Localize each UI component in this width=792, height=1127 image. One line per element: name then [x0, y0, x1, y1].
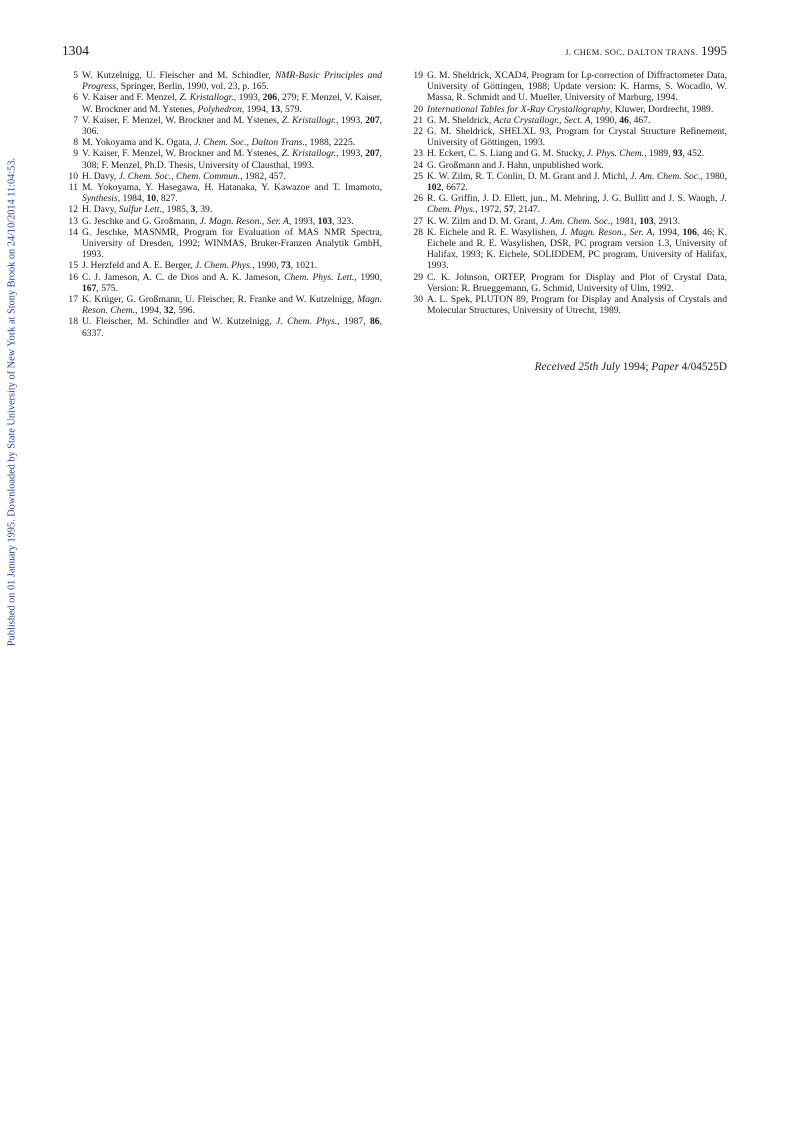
reference-text [427, 160, 727, 171]
reference-segment: , 827. [156, 193, 178, 205]
received-line: Received 25th July 1994; Paper 4/04525D [534, 361, 727, 373]
reference-segment: H. Davy, [82, 204, 119, 216]
reference-segment: A. L. Spek, PLUTON 89, Program for Display and Analysis of Crystals and Molecular Structures, University of Utrecht, 1989. [427, 294, 727, 317]
reference-segment: V. Kaiser, F. Menzel, W. Brockner and M. Ystenes, [82, 148, 282, 160]
reference-number: 16 [68, 271, 78, 283]
reference-segment: Z. Kristallogr. [281, 114, 337, 126]
reference-segment: , 1981, [610, 215, 640, 227]
reference-segment: , 306. [82, 114, 383, 138]
reference-segment: Z. Kristallogr. [281, 148, 337, 160]
reference-item [407, 104, 727, 115]
reference-item [407, 70, 727, 104]
reference-text [427, 171, 727, 193]
reference-segment: G. M. Sheldrick, [427, 114, 494, 126]
reference-segment: , 579. [280, 103, 302, 115]
reference-segment: 93 [672, 148, 683, 160]
reference-segment: 13 [270, 103, 281, 115]
reference-item [407, 126, 727, 148]
reference-number: 10 [68, 170, 78, 182]
reference-segment: , 1985, [161, 204, 191, 216]
reference-item [62, 216, 382, 227]
reference-segment: , 1993, [233, 92, 263, 104]
reference-segment: , 1993, [336, 148, 366, 160]
download-watermark [0, 0, 24, 1127]
reference-segment: H. Eckert, C. S. Liang and G. M. Stucky, [427, 148, 587, 160]
reference-segment: Sulfur Lett. [118, 204, 162, 216]
reference-segment: , 1988, 2225. [304, 137, 356, 149]
reference-text [427, 126, 727, 148]
reference-number: 22 [413, 126, 423, 138]
reference-segment: , 1994, [652, 226, 683, 238]
reference-segment: G. M. Sheldrick, XCAD4, Program for Lp-correction of Diffractometer Data, University of Göttingen, 1988; Update version: K. Harms, S. Wocadlo, W. Massa, R. Schmidt and U. Mueller, University of Marburg, 1994. [427, 70, 727, 104]
reference-segment: , 2147. [513, 204, 540, 216]
reference-segment: U. Fleischer, M. Schindler and W. Kutzelnigg, [82, 316, 277, 328]
reference-segment: Z. Kristallogr. [179, 92, 234, 104]
reference-number: 8 [73, 137, 78, 149]
reference-segment: K. W. Zilm and D. M. Grant, [427, 215, 541, 227]
reference-number: 11 [68, 182, 78, 194]
reference-item [62, 260, 382, 271]
reference-segment: , 1990, [590, 114, 620, 126]
references-right-column [407, 70, 727, 316]
reference-segment: M. Yokoyama, Y. Hasegawa, H. Hatanaka, Y. Kawazoe and T. Imamoto, [82, 182, 382, 194]
reference-text [82, 227, 382, 261]
reference-segment: , 1980, [700, 170, 727, 182]
reference-number: 15 [68, 260, 78, 272]
reference-text [82, 115, 382, 137]
journal-name: J. CHEM. SOC. DALTON TRANS. [565, 47, 698, 57]
reference-segment: , 1993, [336, 114, 366, 126]
reference-text [82, 182, 382, 204]
reference-text [427, 115, 727, 126]
reference-segment: 103 [639, 215, 654, 227]
reference-segment: G. Jeschke, MASNMR, Program for Evaluation of MAS NMR Spectra, University of Dresden, 1992; WINMAS, Bruker-Franzen Analytik GmbH, 1993. [82, 226, 382, 261]
reference-number: 23 [413, 148, 423, 160]
running-head [565, 43, 727, 59]
reference-segment: J. Chem. Soc., Chem. Commun. [118, 170, 241, 182]
reference-segment: R. G. Griffin, J. D. Ellett, jun., M. Mehring, J. G. Bullitt and J. S. Waugh, [427, 193, 721, 205]
reference-text [82, 316, 382, 338]
reference-segment: 167 [82, 282, 97, 294]
reference-segment: 3 [190, 204, 196, 216]
reference-segment: , 1994, [241, 103, 271, 115]
reference-segment: , 575. [96, 282, 118, 294]
reference-segment: , 6672. [441, 182, 468, 194]
reference-item [62, 148, 382, 170]
paper-id: 4/04525D [681, 361, 727, 373]
references-left-column [62, 70, 382, 339]
reference-segment: , 1982, 457. [240, 170, 286, 182]
reference-text [82, 70, 382, 92]
reference-segment: , 279; F. Menzel, V. Kaiser, W. Brockner and M. Ystenes, [82, 92, 383, 115]
reference-text [427, 227, 727, 272]
reference-text [82, 294, 382, 316]
reference-item [62, 137, 382, 148]
reference-segment: Synthesis [82, 193, 118, 205]
reference-number: 5 [73, 70, 78, 81]
reference-segment: , 452. [682, 148, 705, 160]
reference-text [427, 193, 727, 215]
reference-segment: , 308; F. Menzel, Ph.D. Thesis, University of Clausthal, 1993. [82, 148, 383, 171]
reference-item [407, 160, 727, 171]
reference-segment: J. Magn. Reson., Ser. A [199, 215, 289, 227]
reference-number: 30 [413, 294, 423, 306]
reference-segment: C. K. Johnson, ORTEP, Program for Display and Plot of Crystal Data, Version: R. Brueggemann, G. Schmid, University of Ulm, 1992. [427, 271, 727, 294]
reference-segment: 86 [369, 316, 380, 328]
reference-segment: G. Jeschke and G. Großmann, [82, 215, 200, 227]
reference-number: 24 [413, 159, 423, 171]
reference-segment: V. Kaiser, F. Menzel, W. Brockner and M. Ystenes, [82, 114, 282, 126]
reference-number: 29 [413, 271, 423, 283]
reference-text [427, 148, 727, 159]
paper-label: Paper [651, 361, 679, 373]
reference-segment: , 1990, [354, 271, 382, 283]
reference-segment: J. Am. Chem. Soc. [540, 215, 611, 227]
reference-segment: 207 [365, 148, 380, 160]
reference-text [82, 171, 382, 182]
reference-segment: , 6337. [82, 316, 382, 339]
reference-segment: 102 [427, 182, 442, 194]
reference-segment: G. Großmann and J. Hahn, unpublished work. [427, 159, 604, 171]
reference-segment: G. M. Sheldrick, SHELXL 93, Program for Crystal Structure Refinement, University of Göttingen, 1993. [427, 126, 727, 149]
reference-item [407, 272, 727, 294]
reference-segment: , Springer, Berlin, 1990, vol. 23, p. 165. [115, 81, 269, 93]
reference-number: 7 [73, 114, 78, 126]
reference-segment: J. Chem. Phys. [276, 316, 338, 328]
reference-segment: 57 [504, 204, 514, 216]
reference-number: 18 [68, 316, 78, 328]
reference-segment: J. Herzfeld and A. E. Berger, [82, 260, 195, 272]
reference-segment: , 1984, [117, 193, 147, 205]
reference-item [62, 316, 382, 338]
reference-segment: 10 [146, 193, 157, 205]
reference-text [427, 70, 727, 104]
reference-segment: , 467. [628, 114, 651, 126]
reference-segment: Acta Crystallogr., Sect. A [493, 114, 591, 126]
reference-segment: 46 [619, 114, 629, 126]
reference-segment: International Tables for X-Ray Crystallography [427, 103, 610, 115]
page-header [62, 43, 727, 59]
reference-number: 17 [68, 294, 78, 306]
reference-segment: NMR-Basic Principles and Progress [82, 70, 382, 93]
reference-number: 19 [413, 70, 423, 81]
reference-number: 6 [73, 92, 78, 104]
reference-text [82, 204, 382, 215]
reference-text [427, 104, 727, 115]
reference-segment: , 1021. [290, 260, 317, 272]
reference-text [82, 272, 382, 294]
reference-item [62, 272, 382, 294]
reference-segment: J. Chem. Phys. [427, 193, 727, 216]
reference-segment: K. W. Zilm, R. T. Conlin, D. M. Grant and J. Michl, [427, 170, 631, 182]
reference-item [407, 115, 727, 126]
reference-number: 20 [413, 103, 423, 115]
reference-segment: , 1990, [252, 260, 282, 272]
reference-segment: H. Davy, [82, 170, 119, 182]
reference-segment: , 1987, [337, 316, 370, 328]
reference-number: 28 [413, 226, 423, 238]
reference-segment: J. Phys. Chem. [586, 148, 645, 160]
reference-segment: M. Yokoyama and K. Ogata, [82, 137, 195, 149]
reference-number: 12 [68, 204, 78, 216]
reference-segment: , Kluwer, Dordrecht, 1989. [610, 103, 714, 115]
reference-segment: W. Kutzelnigg, U. Fleischer and M. Schindler, [82, 70, 276, 81]
reference-segment: Magn. Reson. Chem. [82, 294, 382, 317]
reference-segment: C. J. Jameson, A. C. de Dios and A. K. Jameson, [82, 271, 285, 283]
reference-number: 9 [73, 148, 78, 160]
reference-segment: V. Kaiser and F. Menzel, [82, 92, 180, 104]
reference-item [62, 204, 382, 215]
download-watermark-text: Published on 01 January 1995. Downloaded by State University of New York at Stony Brook on 24/10/2014 11:04:53. [6, 157, 18, 647]
reference-segment: 206 [262, 92, 278, 104]
reference-segment: , 1993, [288, 215, 318, 227]
reference-segment: 73 [281, 260, 291, 272]
reference-segment: , 46; K. Eichele and R. E. Wasylishen, DSR, PC program version 1.3, University of Halifax, 1993; K. Eichele, SOLIDDEM, PC program, University of Halifax, 1993. [427, 226, 728, 272]
reference-item [62, 70, 382, 92]
reference-item [62, 182, 382, 204]
reference-segment: , 323. [332, 215, 354, 227]
reference-segment: J. Chem. Phys. [194, 260, 253, 272]
reference-item [407, 148, 727, 159]
received-label: Received [534, 361, 576, 373]
reference-segment: , 1972, [475, 204, 505, 216]
reference-number: 25 [413, 170, 423, 182]
reference-segment: K. Eichele and R. E. Wasylishen, [427, 226, 561, 238]
reference-item [62, 115, 382, 137]
reference-segment: 207 [365, 114, 380, 126]
reference-item [62, 227, 382, 261]
reference-item [62, 171, 382, 182]
reference-item [62, 92, 382, 114]
reference-segment: J. Chem. Soc., Dalton Trans. [194, 137, 305, 149]
reference-item [407, 216, 727, 227]
reference-text [82, 92, 382, 114]
reference-item [407, 294, 727, 316]
reference-text [427, 272, 727, 294]
reference-item [62, 294, 382, 316]
reference-segment: 106 [682, 226, 697, 238]
reference-segment: 103 [317, 215, 333, 227]
reference-text [82, 137, 382, 148]
reference-text [82, 216, 382, 227]
reference-segment: 32 [163, 305, 174, 317]
reference-segment: , 39. [195, 204, 213, 216]
reference-text [427, 294, 727, 316]
received-date: 25th July [578, 361, 620, 373]
reference-segment: J. Magn. Reson., Ser. A [560, 226, 653, 238]
reference-item [407, 227, 727, 272]
reference-segment: Chem. Phys. Lett. [284, 271, 355, 283]
reference-segment: J. Am. Chem. Soc. [630, 170, 701, 182]
journal-year: 1995 [701, 43, 727, 58]
reference-number: 13 [68, 215, 78, 227]
reference-text [82, 148, 382, 170]
reference-segment: Polyhedron [197, 103, 242, 115]
reference-segment: K. Krüger, G. Großmann, U. Fleischer, R. Franke and W. Kutzelnigg, [82, 294, 358, 306]
reference-text [82, 260, 382, 271]
reference-number: 14 [68, 226, 78, 238]
reference-segment: , 1989, [644, 148, 673, 160]
reference-item [407, 171, 727, 193]
reference-text [427, 216, 727, 227]
reference-segment: , 596. [173, 305, 195, 317]
reference-number: 21 [413, 114, 423, 126]
reference-number: 26 [413, 193, 423, 205]
page-number: 1304 [62, 43, 89, 58]
reference-number: 27 [413, 215, 423, 227]
reference-segment: , 1994, [135, 305, 164, 317]
reference-segment: , 2913. [653, 215, 680, 227]
reference-item [407, 193, 727, 215]
received-year: 1994 [622, 361, 646, 373]
